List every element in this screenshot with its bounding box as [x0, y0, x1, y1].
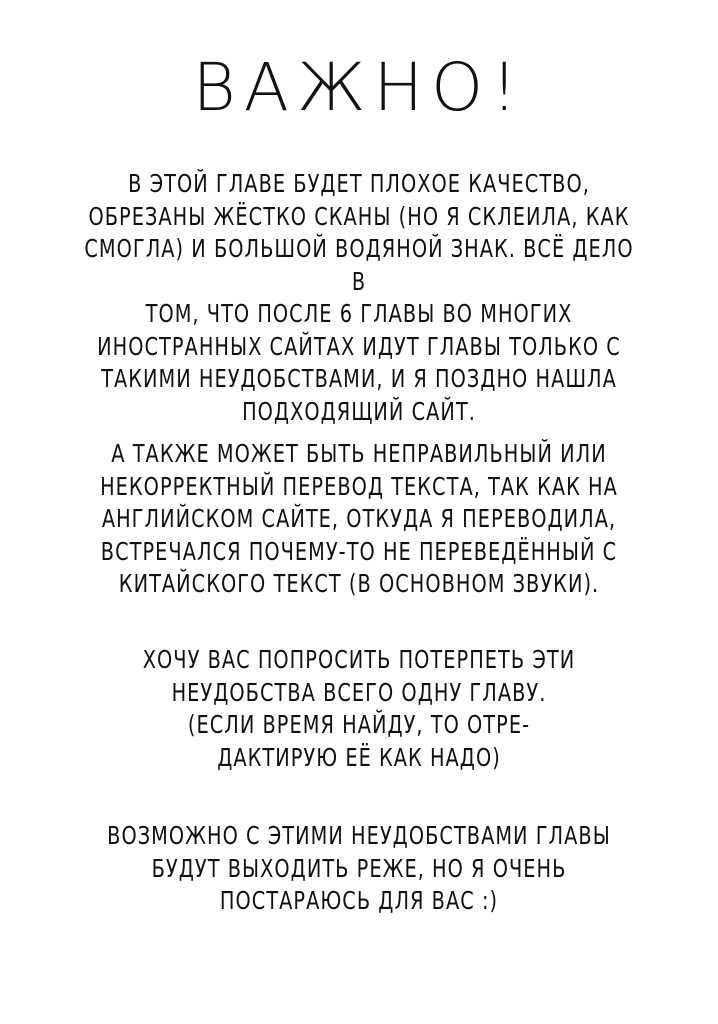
- notice-paragraph-schedule: ВОЗМОЖНО С ЭТИМИ НЕУДОБСТВАМИ ГЛАВЫ БУДУТ ВЫХОДИТЬ РЕЖЕ, НО Я ОЧЕНЬ ПОСТАРАЮСЬ ДЛЯ ВАС :): [107, 821, 611, 915]
- page-title: ВАЖНО!: [192, 49, 526, 126]
- notice-paragraph-translation: А ТАКЖЕ МОЖЕТ БЫТЬ НЕПРАВИЛЬНЫЙ ИЛИ НЕКОРРЕКТНЫЙ ПЕРЕВОД ТЕКСТА, ТАК КАК НА АНГЛИЙСКОМ САЙТЕ, ОТКУДА Я ПЕРЕВОДИЛА, ВСТРЕЧАЛСЯ ПОЧЕМУ-ТО НЕ ПЕРЕВЕДЁННЫЙ С КИТАЙСКОГО ТЕКСТ (В ОСНОВНОМ ЗВУКИ).: [100, 439, 618, 598]
- notice-paragraph-quality: В ЭТОЙ ГЛАВЕ БУДЕТ ПЛОХОЕ КАЧЕСТВО, ОБРЕЗАНЫ ЖЁСТКО СКАНЫ (НО Я СКЛЕИЛА, КАК СМОГЛА) И БОЛЬШОЙ ВОДЯНОЙ ЗНАК. ВСЁ ДЕЛО В ТОМ, ЧТО ПОСЛЕ 6 ГЛАВЫ ВО МНОГИХ ИНОСТРАННЫХ САЙТАХ ИДУТ ГЛАВЫ ТОЛЬКО С ТАКИМИ НЕУДОБСТВАМИ, И Я ПОЗДНО НАШЛА ПОДХОДЯЩИЙ САЙТ.: [84, 169, 634, 426]
- notice-paragraph-request: ХОЧУ ВАС ПОПРОСИТЬ ПОТЕРПЕТЬ ЭТИ НЕУДОБСТВА ВСЕГО ОДНУ ГЛАВУ. (ЕСЛИ ВРЕМЯ НАЙДУ, ТО ОТРЕ- ДАКТИРУЮ ЕЁ КАК НАДО): [142, 645, 576, 772]
